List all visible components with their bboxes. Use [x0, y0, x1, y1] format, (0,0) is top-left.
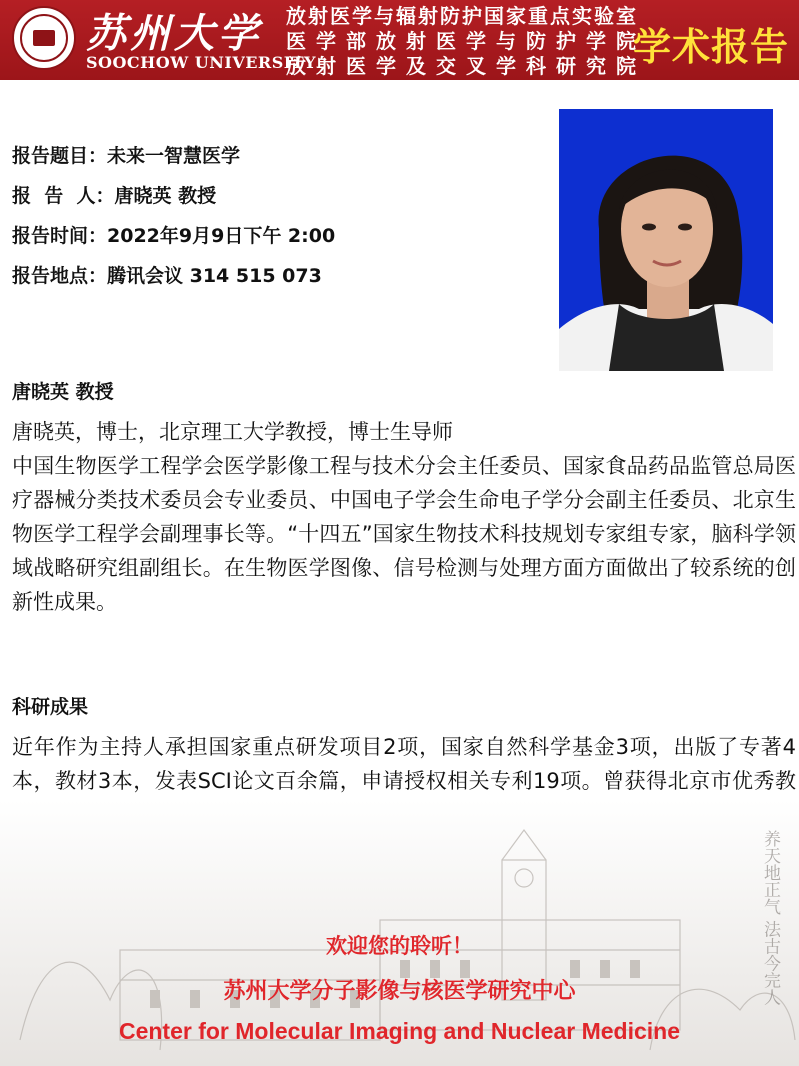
lab-name-2: 医学部放射医学与防护学院 [286, 29, 636, 53]
talk-speaker: 报 告 人：唐晓英 教授 [12, 185, 217, 207]
research-center-name-cn: 苏州大学分子影像与核医学研究中心 [223, 979, 576, 1004]
academic-report-banner: 学术报告 [632, 25, 789, 69]
university-seal-logo [12, 6, 76, 70]
speaker-photo [559, 109, 773, 371]
welcome-message: 欢迎您的聆听！ [326, 934, 473, 958]
bio-paragraph [12, 415, 796, 619]
lab-name-3: 放射医学及交叉学科研究院 [286, 54, 636, 78]
research-title: 科研成果 [12, 696, 89, 718]
header-banner [0, 0, 799, 80]
bio-text: 中国生物医学工程学会医学影像工程与技术分会主任委员、国家食品药品监管总局医疗器械分类技术委员会专业委员、中国电子学会生命电子学分会副主任委员、北京生物医学工程学会副理事长等。“十四五”国家生物技术科技规划专家组专家，脑科学领域战略研究组副组长。在生物医学图像、信号检测与处理方面方面做出了较系统的创新性成果。 [12, 454, 796, 614]
research-center-name-en: Center for Molecular Imaging and Nuclear Medicine [118, 1018, 681, 1044]
talk-details [12, 143, 335, 303]
calligraphy-watermark: 养天地正气 法古今完人 [760, 830, 780, 1006]
talk-time: 报告时间：2022年9月9日下午 2:00 [12, 225, 336, 247]
bio-line-1: 唐晓英，博士，北京理工大学教授，博士生导师 [12, 420, 453, 444]
talk-topic: 报告题目：未来一智慧医学 [12, 145, 241, 167]
lab-names [286, 4, 636, 79]
lab-name-1: 放射医学与辐射防护国家重点实验室 [286, 4, 636, 28]
university-name-en: SOOCHOW UNIVERSITY [86, 53, 317, 72]
research-text: 近年作为主持人承担国家重点研发项目2项，国家自然科学基金3项，出版了专著4本，教材3本，发表SCI论文百余篇，申请授权相关专利19项。曾获得北京市优秀教 [12, 735, 796, 793]
university-name-cn: 苏州大学 [86, 10, 262, 57]
bio-title: 唐晓英 教授 [12, 381, 114, 403]
talk-venue: 报告地点：腾讯会议 314 515 073 [12, 265, 322, 287]
